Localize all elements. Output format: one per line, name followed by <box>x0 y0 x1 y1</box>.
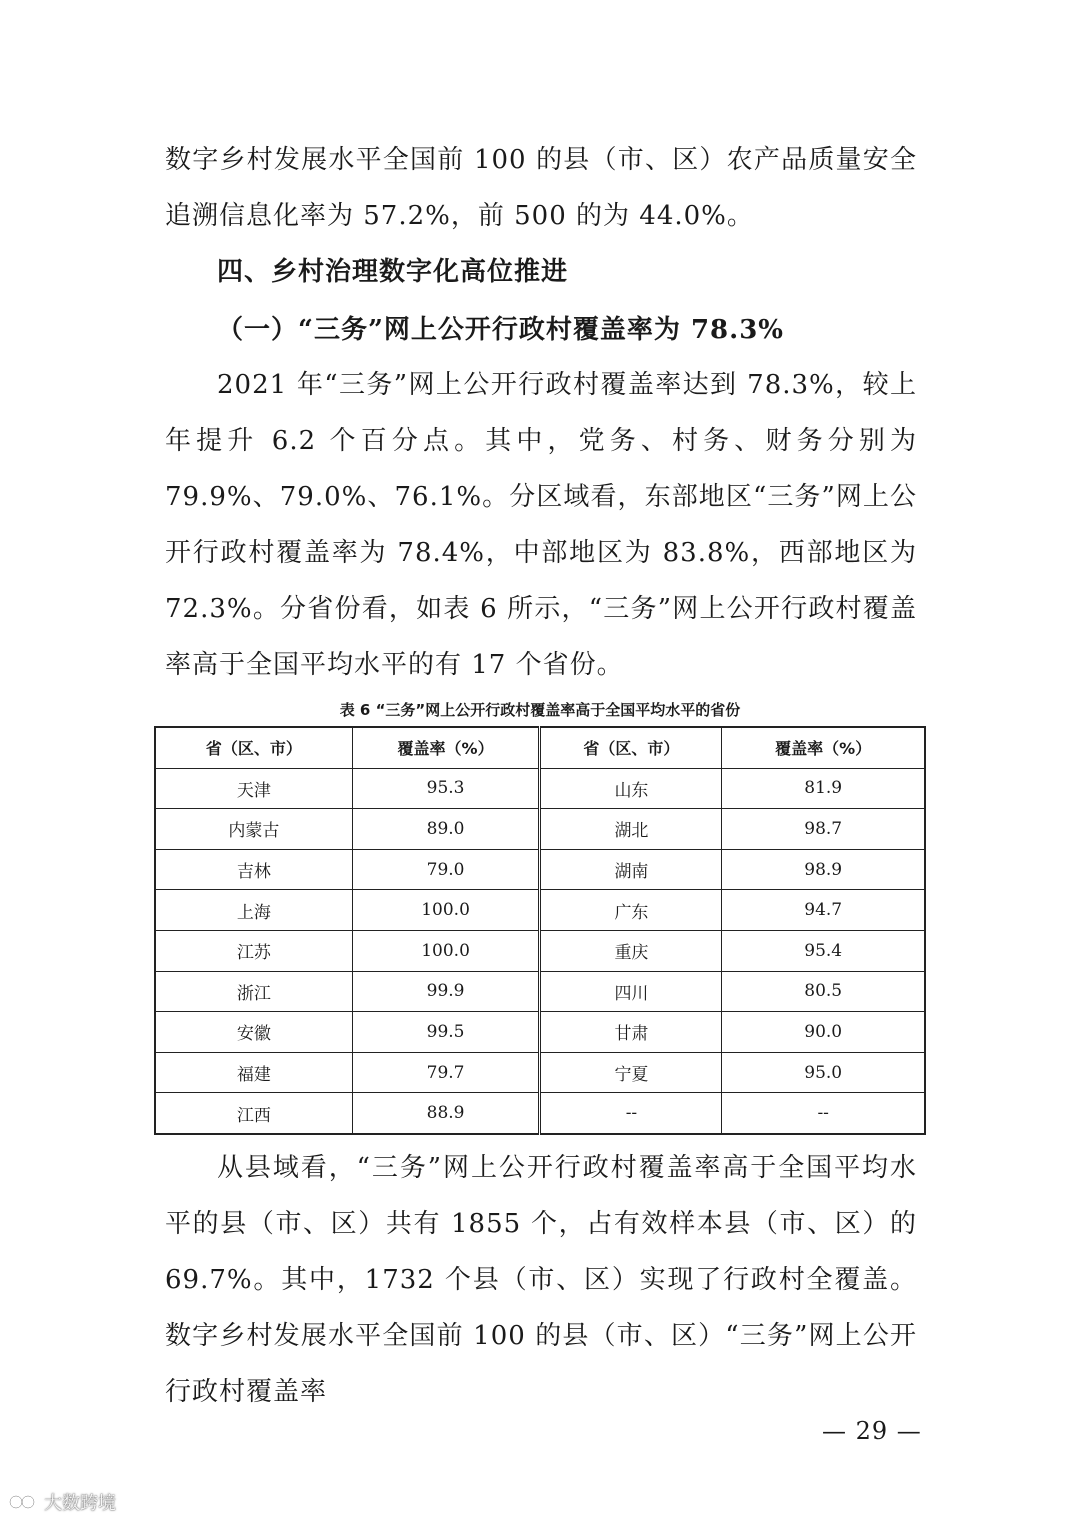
rate-cell: 81.9 <box>722 768 925 809</box>
table-row <box>155 930 925 971</box>
rate-cell: 95.3 <box>352 768 540 809</box>
paragraph-coverage: 2021 年“三务”网上公开行政村覆盖率达到 78.3%，较上年提升 6.2 个百分点。其中，党务、村务、财务分别为 79.9%、79.0%、76.1%。分区域看，东部地区“三务”网上公开行政村覆盖率为 78.4%，中部地区为 83.8%，西部地区为 72.3%。分省份看，如表 6 所示，“三务”网上公开行政村覆盖率高于全国平均水平的有 17 个省份。 <box>165 370 917 680</box>
table-row <box>155 971 925 1012</box>
rate-cell: -- <box>722 1093 925 1134</box>
header-rate-right: 覆盖率（%） <box>722 727 925 768</box>
province-cell: 湖南 <box>540 849 722 890</box>
paragraph-traceability: 数字乡村发展水平全国前 100 的县（市、区）农产品质量安全追溯信息化率为 57.2%，前 500 的为 44.0%。 <box>165 145 917 231</box>
table-header-row <box>155 727 925 768</box>
province-cell: 山东 <box>540 768 722 809</box>
table-row <box>155 768 925 809</box>
rate-cell: 89.0 <box>352 809 540 850</box>
province-cell: 福建 <box>155 1052 352 1093</box>
section-heading: 四、乡村治理数字化高位推进 <box>217 257 569 287</box>
province-cell: -- <box>540 1093 722 1134</box>
header-province-right: 省（区、市） <box>540 727 722 768</box>
header-rate-left: 覆盖率（%） <box>352 727 540 768</box>
rate-cell: 99.9 <box>352 971 540 1012</box>
table-row <box>155 1012 925 1053</box>
coverage-table <box>154 726 926 1135</box>
rate-cell: 100.0 <box>352 890 540 931</box>
rate-cell: 95.0 <box>722 1052 925 1093</box>
page-number: — 29 — <box>822 1417 922 1445</box>
rate-cell: 98.9 <box>722 849 925 890</box>
province-cell: 安徽 <box>155 1012 352 1053</box>
province-cell: 宁夏 <box>540 1052 722 1093</box>
table-row <box>155 890 925 931</box>
province-cell: 江西 <box>155 1093 352 1134</box>
table-caption: 表 6 “三务”网上公开行政村覆盖率高于全国平均水平的省份 <box>339 701 741 719</box>
header-province-left: 省（区、市） <box>155 727 352 768</box>
province-cell: 甘肃 <box>540 1012 722 1053</box>
province-cell: 天津 <box>155 768 352 809</box>
table-row <box>155 849 925 890</box>
province-cell: 江苏 <box>155 930 352 971</box>
table-row <box>155 1052 925 1093</box>
subsection-heading: （一）“三务”网上公开行政村覆盖率为 78.3% <box>217 315 784 345</box>
province-cell: 浙江 <box>155 971 352 1012</box>
rate-cell: 100.0 <box>352 930 540 971</box>
rate-cell: 79.7 <box>352 1052 540 1093</box>
paragraph-county: 从县域看，“三务”网上公开行政村覆盖率高于全国平均水平的县（市、区）共有 1855 个，占有效样本县（市、区）的 69.7%。其中，1732 个县（市、区）实现了行政村全覆盖。数字乡村发展水平全国前 100 的县（市、区）“三务”网上公开行政村覆盖率 <box>165 1153 917 1407</box>
rate-cell: 95.4 <box>722 930 925 971</box>
province-cell: 湖北 <box>540 809 722 850</box>
province-cell: 四川 <box>540 971 722 1012</box>
rate-cell: 94.7 <box>722 890 925 931</box>
province-cell: 广东 <box>540 890 722 931</box>
rate-cell: 99.5 <box>352 1012 540 1053</box>
rate-cell: 88.9 <box>352 1093 540 1134</box>
rate-cell: 79.0 <box>352 849 540 890</box>
table-row <box>155 809 925 850</box>
brand-logo-icon <box>8 1491 38 1513</box>
province-cell: 上海 <box>155 890 352 931</box>
province-cell: 重庆 <box>540 930 722 971</box>
watermark <box>8 1489 116 1515</box>
table-row <box>155 1093 925 1134</box>
rate-cell: 98.7 <box>722 809 925 850</box>
rate-cell: 80.5 <box>722 971 925 1012</box>
province-cell: 吉林 <box>155 849 352 890</box>
watermark-text: 大数跨境 <box>44 1493 116 1514</box>
rate-cell: 90.0 <box>722 1012 925 1053</box>
province-cell: 内蒙古 <box>155 809 352 850</box>
